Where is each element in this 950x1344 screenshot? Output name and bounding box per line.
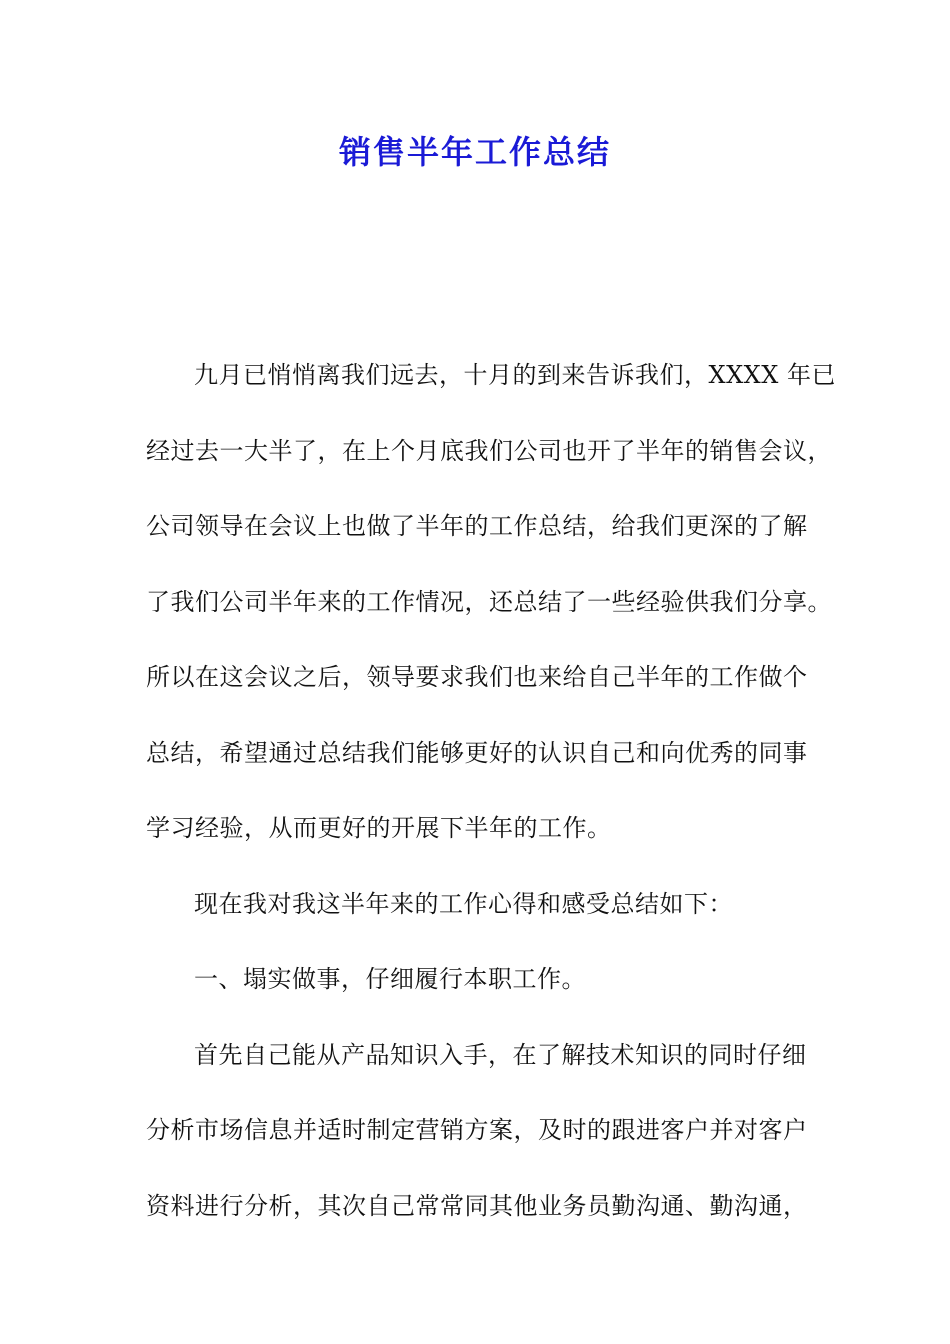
paragraph-line: 九月已悄悄离我们远去，十月的到来告诉我们，XXXX 年已 (194, 361, 836, 389)
paragraph-line: 一、塌实做事，仔细履行本职工作。 (194, 965, 586, 993)
paragraph-line: 所以在这会议之后，领导要求我们也来给自己半年的工作做个 (146, 663, 808, 691)
paragraph-line: 总结，希望通过总结我们能够更好的认识自己和向优秀的同事 (146, 738, 808, 767)
paragraph-line: 首先自己能从产品知识入手，在了解技术知识的同时仔细 (194, 1040, 807, 1069)
paragraph-line: 现在我对我这半年来的工作心得和感受总结如下： (194, 889, 733, 918)
paragraph-line: 了我们公司半年来的工作情况，还总结了一些经验供我们分享。 (146, 587, 832, 616)
paragraph-line: 分析市场信息并适时制定营销方案，及时的跟进客户并对客户 (146, 1116, 808, 1144)
paragraph-summary-lead (146, 867, 808, 943)
paragraph-section-1 (146, 1018, 808, 1245)
paragraph-line: 学习经验，从而更好的开展下半年的工作。 (146, 814, 612, 842)
paragraph-line: 公司领导在会议上也做了半年的工作总结，给我们更深的了解 (146, 512, 808, 540)
section-heading-1 (146, 942, 808, 1018)
paragraph-intro (146, 338, 836, 867)
paragraph-line: 经过去一大半了，在上个月底我们公司也开了半年的销售会议， (146, 436, 832, 465)
paragraph-line: 资料进行分析，其次自己常常同其他业务员勤沟通、勤沟通， (146, 1191, 808, 1220)
document-title: 销售半年工作总结 (338, 133, 611, 171)
document-body (146, 338, 836, 1244)
